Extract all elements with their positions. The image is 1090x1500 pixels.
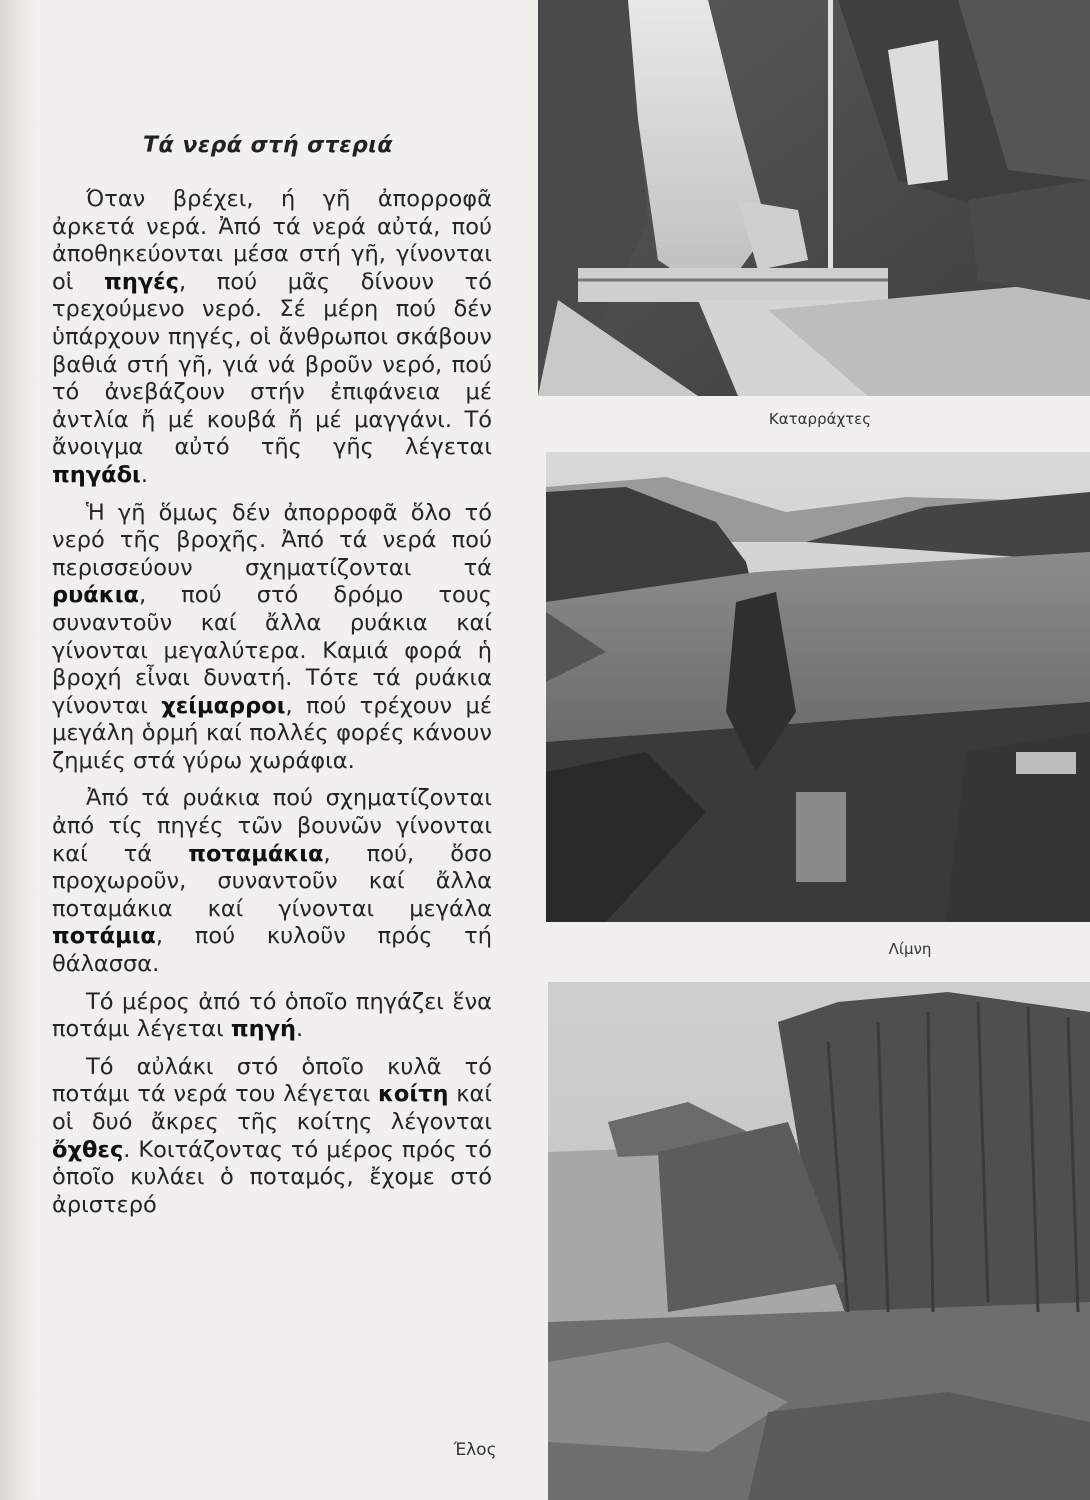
marsh-caption: Έλος xyxy=(453,1440,497,1460)
text-run: , πού μᾶς δίνουν τό τρεχούμενο νερό. Σέ μέρη πού δέν ὑπάρχουν πηγές, οἱ ἄνθρωποι σκάβουν βαθιά στή γῆ, γιά νά βροῦν νερό, πού τό ἀνεβάζουν στήν ἐπιφάνεια μέ ἀντλία ἤ μέ κουβά ἤ μέ μαγγάνι. Τό ἄνοιγμα αὐτό τῆς γῆς λέγεται xyxy=(52,268,492,461)
text-run: , πού τρέχουν μέ μεγάλη ὁρμή καί πολλές φορές κάνουν ζημιές στά γύρω χωράφια. xyxy=(52,692,492,774)
paragraph xyxy=(52,989,492,1044)
key-term: χείμαρροι xyxy=(161,692,286,719)
waterfall-photo xyxy=(538,0,1090,396)
key-term: πηγές xyxy=(104,268,180,295)
lake-caption: Λίμνη xyxy=(888,940,932,958)
paragraph xyxy=(52,1054,492,1220)
key-term: ὄχθες xyxy=(52,1136,124,1163)
paragraph xyxy=(52,500,492,776)
text-run: , πού, ὅσο προχωροῦν, συναντοῦν καί ἄλλα ποταμάκια καί γίνονται μεγάλα xyxy=(52,840,493,922)
paragraph xyxy=(52,785,492,978)
text-run: . xyxy=(140,461,148,488)
text-run: Όταν βρέχει, ή γῆ ἀπορροφᾶ ἀρκετά νερά. Ἀπό τά νερά αὐτά, πού ἀποθηκεύονται μέσα στή γῆ, γίνονται οἱ xyxy=(52,186,492,295)
text-run: , πού κυλοῦν πρός τή θάλασσα. xyxy=(52,923,492,978)
marsh-photo xyxy=(548,982,1090,1500)
key-term: ποτάμια xyxy=(52,923,156,950)
text-run: . Κοιτάζοντας τό μέρος πρός τό ὁποῖο κυλάει ὁ ποταμός, ἔχομε στό ἀριστερό xyxy=(52,1136,492,1218)
text-run: . xyxy=(296,1016,304,1043)
text-run: Ἀπό τά ρυάκια πού σχηματίζονται ἀπό τίς πηγές τῶν βουνῶν γίνονται καί τά xyxy=(52,785,492,867)
text-run: Ἡ γῆ ὅμως δέν ἀπορροφᾶ ὅλο τό νερό τῆς βροχῆς. Ἀπό τά νερά πού περισσεύουν σχηματίζονται τά xyxy=(52,499,492,581)
key-term: ποταμάκια xyxy=(188,840,324,867)
key-term: πηγάδι xyxy=(52,461,141,488)
waterfall-caption: Καταρράχτες xyxy=(768,410,872,428)
key-term: κοίτη xyxy=(377,1081,449,1108)
paragraph xyxy=(52,186,492,490)
text-run: καί οἱ δυό ἄκρες τῆς κοίτης λέγονται xyxy=(52,1081,492,1135)
key-term: ρυάκια xyxy=(52,582,139,609)
text-run: , πού στό δρόμο τους συναντοῦν καί ἄλλα ρυάκια καί γίνονται μεγαλύτερα. Καμιά φορά ἡ βροχή εἶναι δυνατή. Τότε τά ρυάκια γίνονται xyxy=(52,582,492,719)
text-run: Τό μέρος ἀπό τό ὁποῖο πηγάζει ἕνα ποτάμι λέγεται xyxy=(52,988,492,1043)
body-text xyxy=(52,186,492,1229)
page-spine-shadow xyxy=(0,0,40,1500)
key-term: πηγή xyxy=(230,1016,297,1043)
text-run: Τό αὐλάκι στό ὁποῖο κυλᾶ τό ποτάμι τά νερά του λέγεται xyxy=(52,1053,492,1108)
lake-photo xyxy=(546,452,1090,922)
page-title: Τά νερά στή στεριά xyxy=(143,132,393,158)
